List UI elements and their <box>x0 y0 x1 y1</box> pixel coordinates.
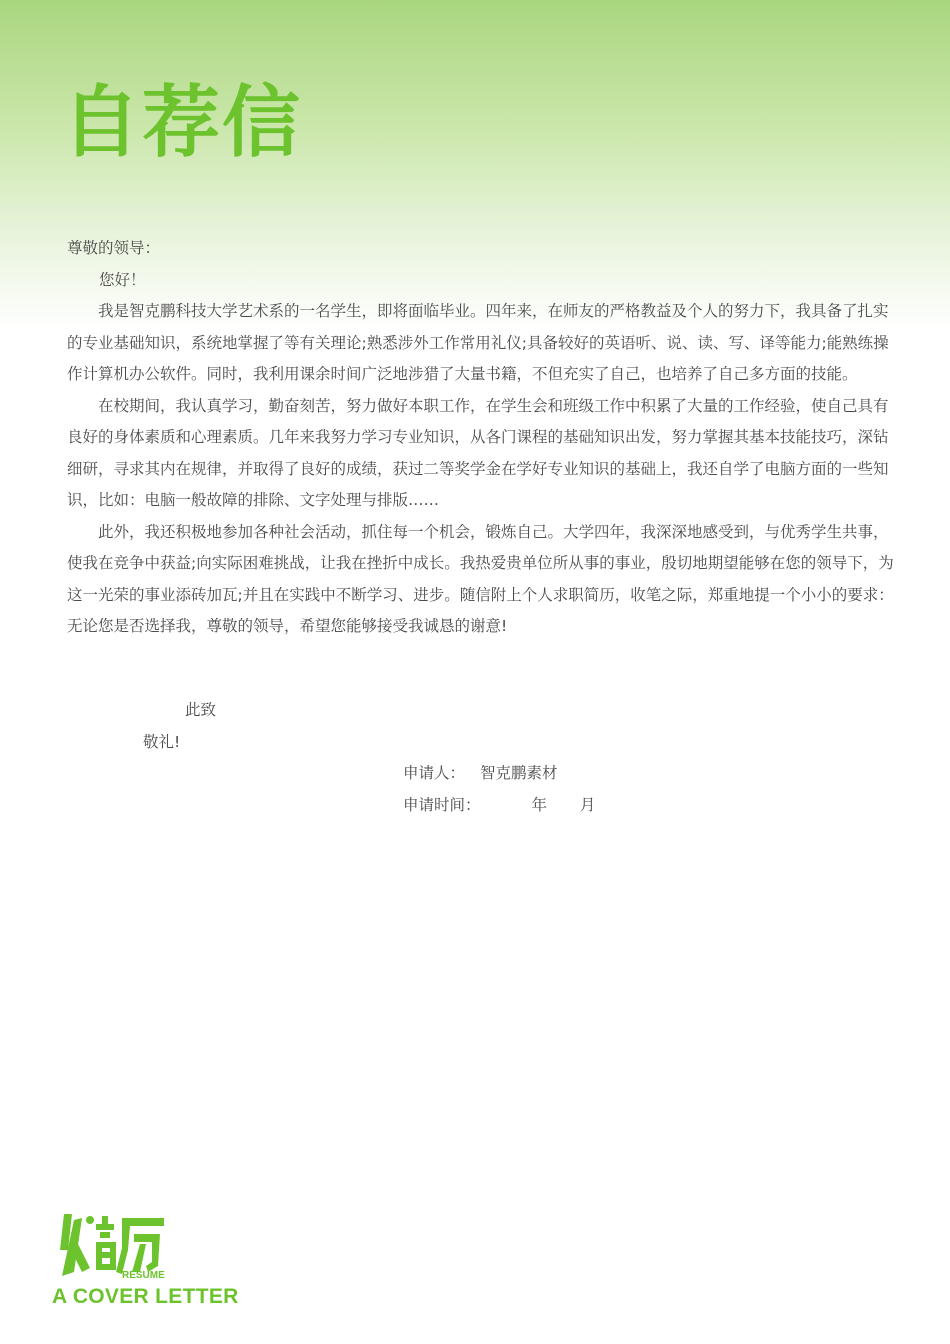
paragraph-1: 我是智克鹏科技大学艺术系的一名学生，即将面临毕业。四年来，在师友的严格教益及个人的努力下，我具备了扎实的专业基础知识，系统地掌握了等有关理论;熟悉涉外工作常用礼仪;具备较好的英语听、说、读、写、译等能力;能熟练操作计算机办公软件。同时，我利用课余时间广泛地涉猎了大量书籍，不但充实了自己，也培养了自己多方面的技能。 <box>67 302 889 383</box>
letter-body <box>67 233 903 643</box>
applicant-label: 申请人： <box>403 764 466 782</box>
applicant-line <box>403 763 557 783</box>
date-month: 月 <box>579 796 596 814</box>
resume-logo <box>52 1210 272 1310</box>
logo-tag: RESUME <box>122 1270 165 1281</box>
greeting: 您好！ <box>99 270 146 289</box>
page-title: 自荐信 <box>62 78 303 168</box>
date-line <box>403 795 595 815</box>
date-year: 年 <box>531 796 547 814</box>
paragraph-3: 此外，我还积极地参加各种社会活动，抓住每一个机会，锻炼自己。大学四年，我深深地感受到，与优秀学生共事，使我在竞争中获益;向实际困难挑战，让我在挫折中成长。我热爱贵单位所从事的事业，殷切地期望能够在您的领导下，为这一光荣的事业添砖加瓦;并且在实践中不断学习、进步。随信附上个人求职简历，收笔之际，郑重地提一个小小的要求：无论您是否选择我，尊敬的领导，希望您能够接受我诚恳的谢意! <box>67 522 894 635</box>
salutation: 尊敬的领导： <box>67 239 161 257</box>
closing-jing-li: 敬礼! <box>143 733 181 751</box>
closing-ci-zhi: 此致 <box>185 701 217 719</box>
date-label: 申请时间： <box>403 796 481 814</box>
logo-subtitle: A COVER LETTER <box>52 1285 239 1308</box>
paragraph-2: 在校期间，我认真学习，勤奋刻苦，努力做好本职工作，在学生会和班级工作中积累了大量的工作经验，使自己具有良好的身体素质和心理素质。几年来我努力学习专业知识，从各门课程的基础知识出发，努力掌握其基本技能技巧，深钻细研，寻求其内在规律，并取得了良好的成绩，获过二等奖学金在学好专业知识的基础上，我还自学了电脑方面的一些知识，比如：电脑一般故障的排除、文字处理与排版…… <box>67 396 889 509</box>
applicant-name: 智克鹏素材 <box>479 764 558 782</box>
